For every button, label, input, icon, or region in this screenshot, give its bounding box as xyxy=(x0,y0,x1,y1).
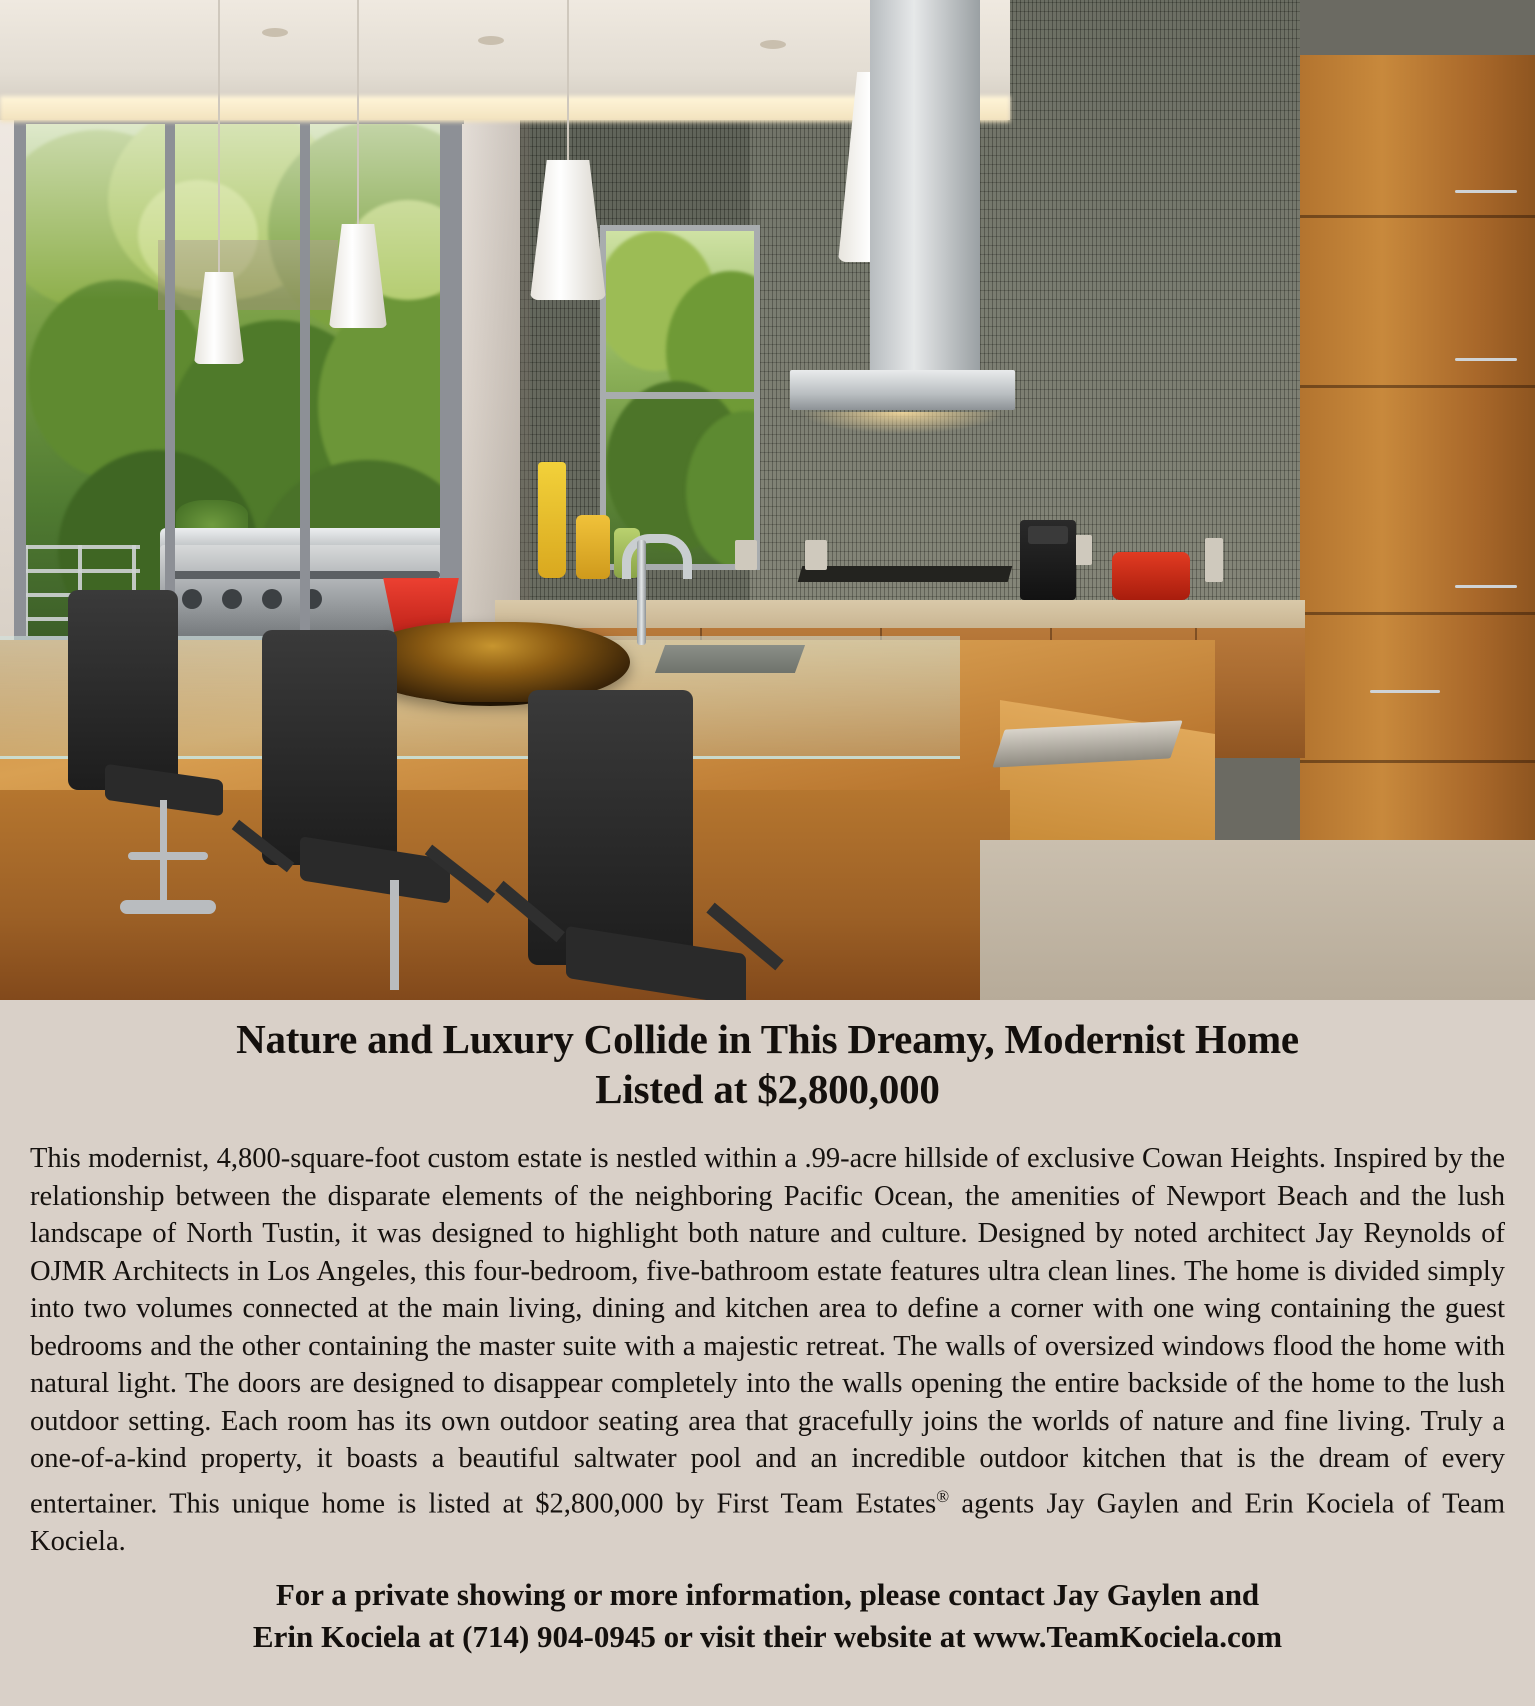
sliding-door-mullion-2 xyxy=(300,118,310,638)
article-body-tail: agents Jay Gaylen and Erin Kociela of Team Kociela. xyxy=(30,1488,1505,1557)
ceiling-downlight-3 xyxy=(262,28,288,37)
contact-info xyxy=(30,1574,1505,1658)
sliding-door-mullion-1 xyxy=(165,118,175,638)
floor xyxy=(980,840,1535,1000)
yellow-vase xyxy=(538,462,566,578)
red-toaster xyxy=(1112,552,1190,600)
coffee-maker xyxy=(1020,520,1076,600)
page-title xyxy=(24,1000,1511,1114)
sliding-door-frame-left xyxy=(14,112,26,652)
tall-wood-cabinets xyxy=(1300,55,1535,935)
faucet-arc xyxy=(622,534,692,579)
registered-trademark-mark: ® xyxy=(936,1486,950,1506)
sink-basin xyxy=(655,645,805,673)
amber-vase xyxy=(576,515,610,579)
contact-line-2: Erin Kociela at (714) 904-0945 or visit their website at www.TeamKociela.com xyxy=(252,1619,1283,1654)
cabinet-seam-3 xyxy=(1300,612,1535,615)
pendant-cord-1 xyxy=(218,0,220,280)
wall-outlet-2 xyxy=(805,540,827,570)
cabinet-seam-4 xyxy=(1300,760,1535,763)
article-text-block xyxy=(0,1000,1535,1706)
headline-line-2: Listed at $2,800,000 xyxy=(595,1066,940,1112)
cabinet-handle-1[interactable] xyxy=(1455,190,1517,193)
faucet-stem xyxy=(637,540,646,645)
sliding-door-frame-right xyxy=(440,112,462,652)
contact-line-1: For a private showing or more information, please contact Jay Gaylen and xyxy=(275,1577,1260,1612)
cabinet-handle-4[interactable] xyxy=(1370,690,1440,693)
pendant-cord-3 xyxy=(567,0,569,168)
cooktop xyxy=(798,566,1013,582)
wall-outlet-4 xyxy=(1205,538,1223,582)
range-hood-duct xyxy=(870,0,980,372)
ceiling-downlight-1 xyxy=(478,36,504,45)
headline-line-1: Nature and Luxury Collide in This Dreamy, Modernist Home xyxy=(236,1016,1299,1062)
pendant-cord-2 xyxy=(357,0,359,230)
wall-outlet-1 xyxy=(735,540,757,570)
daylight-glow xyxy=(18,120,458,300)
ceiling-downlight-2 xyxy=(760,40,786,49)
article-body-text: This modernist, 4,800-square-foot custom estate is nestled within a .99-acre hillside of exclusive Cowan Heights. Inspired by the relationship between the disparate elements of the neighboring Pacific Ocean, the amenities of Newport Beach and the lush landscape of North Tustin, it was designed to highlight both nature and culture. Designed by noted architect Jay Reynolds of OJMR Architects in Los Angeles, this four-bedroom, five-bathroom estate features ultra clean lines. The home is divided simply into two volumes connected at the main living, dining and kitchen area to define a corner with one wing containing the guest bedrooms and the other containing the master suite with a majestic retreat. The walls of oversized windows flood the home with natural light. The doors are designed to disappear completely into the walls opening the entire backside of the home to the lush outdoor setting. Each room has its own outdoor seating area that gracefully joins the worlds of nature and fine living. Truly a one-of-a-kind property, it boasts a beautiful saltwater pool and an incredible outdoor kitchen that is the dream of every entertainer. This unique home is listed at $2,800,000 by First Team Estates xyxy=(30,1143,1505,1519)
article-body xyxy=(30,1140,1505,1560)
range-hood-light xyxy=(800,412,1005,434)
range-hood xyxy=(790,370,1015,410)
cabinet-seam-2 xyxy=(1300,385,1535,388)
cabinet-seam-1 xyxy=(1300,215,1535,218)
cabinet-handle-2[interactable] xyxy=(1455,358,1517,361)
cabinet-handle-3[interactable] xyxy=(1455,585,1517,588)
